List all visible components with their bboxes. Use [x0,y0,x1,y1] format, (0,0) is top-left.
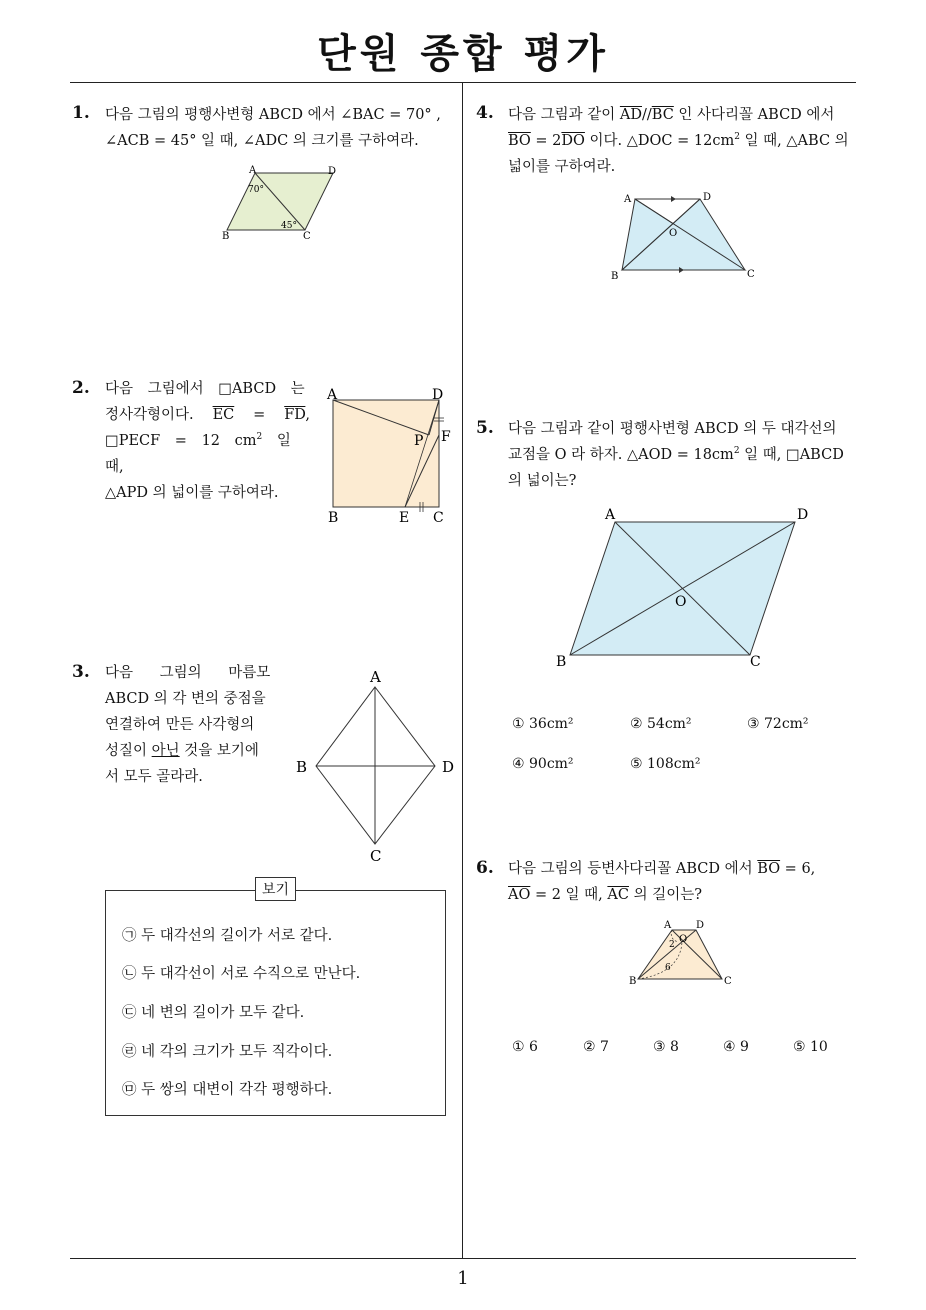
q4-label-b: B [611,271,619,282]
q2-line3-tail: 일 때, [105,433,291,475]
q2-label-e: E [399,510,410,526]
q1-angle-45: 45° [281,221,297,231]
q6-l2a: = 2 일 때, [530,887,608,903]
q3-line4 [105,738,273,764]
q2-line2-text: 정사각형이다. [105,407,194,423]
q5-choice-1[interactable]: ① 36cm² [512,716,574,732]
q6-l1b: = 6, [780,861,816,877]
page-number: 1 [457,1268,469,1289]
q6-label-o: O [679,934,688,945]
q4-label-o: O [669,228,678,239]
q6-choice-4[interactable]: ④ 9 [723,1039,749,1055]
q4-label-a: A [624,194,632,205]
q2-line3 [105,428,310,480]
q1-label-b: B [222,231,230,242]
q3-figure [292,665,462,870]
q5-sup: 2 [733,446,740,457]
q5-label-d: D [797,507,809,523]
q2-label-a: A [327,387,338,403]
q5-number: 5. [476,418,494,438]
q2-comma: , [305,407,310,423]
q6-label-2: 2 [669,940,675,950]
q4-seg-ad: $\overline{AD}$ [619,107,642,123]
q4-text [508,102,858,180]
q1-number: 1. [72,103,90,123]
q6-line1 [508,856,858,882]
q3-line2: ABCD 의 각 변의 중점을 [105,691,266,707]
q2-line1: 다음 그림에서 □ABCD 는 [105,381,305,397]
q2-label-p: P [414,433,424,449]
q6-label-6: 6 [665,963,671,973]
q1-label-c: C [303,231,311,242]
q5-l2a: 교점을 O 라 하자. △AOD = 18cm [508,447,734,463]
bogi-item-1: ㉠ 두 대각선의 길이가 서로 같다. [122,928,333,944]
q6-text [508,856,858,908]
q6-choice-3[interactable]: ③ 8 [653,1039,679,1055]
q4-label-c: C [747,269,755,280]
q2-label-b: B [328,510,339,526]
q1-line2: ∠ACB = 45° 일 때, ∠ADC 의 크기를 구하여라. [105,133,419,149]
q3-line4b: 것을 보기에 [179,743,259,759]
q5-line2 [508,442,858,468]
q6-choice-5[interactable]: ⑤ 10 [793,1039,828,1055]
q2-line4: △APD 의 넓이를 구하여라. [105,485,279,501]
q2-text [105,376,310,506]
top-rule [70,82,856,83]
q4-line1 [508,102,858,128]
q3-text [105,660,273,790]
q1-text [105,102,455,154]
q2-label-d: D [432,387,444,403]
q2-label-c: C [433,510,444,526]
q5-choice-4[interactable]: ④ 90cm² [512,756,574,772]
bogi-item-2: ㉡ 두 대각선이 서로 수직으로 만난다. [122,966,361,982]
q2-sup: 2 [256,432,263,443]
q2-seg-fd-group [284,402,310,428]
q5-line3: 의 넓이는? [508,473,577,489]
q6-l2b: 의 길이는? [628,887,703,903]
q6-label-b: B [629,976,637,987]
q1-angle-70: 70° [248,185,264,195]
q1-label-d: D [328,166,337,177]
q3-label-a: A [370,668,381,686]
q3-line3: 연결하여 만든 사각형의 [105,717,255,733]
q4-label-d: D [703,192,712,203]
q6-seg-ac: $\overline{AC}$ [607,887,629,903]
q6-figure [625,915,745,995]
q2-seg-ec: $\overline{EC}$ [212,407,235,423]
q2-square [333,400,439,507]
q4-figure [605,185,775,285]
q3-not: 아닌 [151,743,180,759]
q2-line3-text: □PECF = 12 cm [105,433,257,449]
q3-label-c: C [370,847,382,865]
q4-arrow-top [671,196,676,202]
q4-parallel: // [642,107,652,123]
q5-choice-2[interactable]: ② 54cm² [630,716,692,732]
q6-seg-bo: $\overline{BO}$ [757,861,781,877]
q2-equals: = [253,407,266,423]
q6-l1a: 다음 그림의 등변사다리꼴 ABCD 에서 [508,861,758,877]
q3-line4a: 성질이 [105,743,152,759]
bogi-item-3: ㉢ 네 변의 길이가 모두 같다. [122,1005,305,1021]
q4-number: 4. [476,103,494,123]
q4-seg-bo: $\overline{BO}$ [508,133,531,149]
q4-l2b: 이다. △DOC = 12cm [584,133,735,149]
q2-label-f: F [441,429,451,445]
q6-choice-1[interactable]: ① 6 [512,1039,538,1055]
q3-line5: 서 모두 골라라. [105,769,203,785]
q4-l2a: = 2 [530,133,562,149]
q4-seg-do: $\overline{DO}$ [561,133,585,149]
q6-label-c: C [724,976,732,987]
q1-figure [215,160,355,245]
q6-number: 6. [476,858,494,878]
q6-line2 [508,882,858,908]
bottom-rule [70,1258,856,1259]
q5-choice-3[interactable]: ③ 72cm² [747,716,809,732]
q2-line2 [105,402,310,428]
q4-seg-bc: $\overline{BC}$ [651,107,674,123]
q3-line1: 다음 그림의 마름모 [105,665,271,681]
q1-label-a: A [249,165,257,176]
q6-label-d: D [696,920,705,931]
q3-number: 3. [72,662,90,682]
bogi-item-5: ㉤ 두 쌍의 대변이 각각 평행하다. [122,1082,333,1098]
q5-label-b: B [556,654,567,670]
q5-figure [550,500,830,675]
q3-label-d: D [442,758,455,776]
q6-seg-ao: $\overline{AO}$ [508,887,531,903]
q1-line1: 다음 그림의 평행사변형 ABCD 에서 ∠BAC = 70° , [105,107,441,123]
q2-figure [320,383,460,528]
q5-l2b: 일 때, □ABCD [739,447,844,463]
q2-seg-fd: $\overline{FD}$ [284,407,306,423]
q5-text [508,416,858,494]
q5-line1: 다음 그림과 같이 평행사변형 ABCD 의 두 대각선의 [508,421,837,437]
q4-l1b: 인 사다리꼴 ABCD 에서 [673,107,835,123]
q4-l2c: 일 때, △ABC 의 [739,133,849,149]
q4-sup: 2 [734,132,740,143]
q3-label-b: B [296,758,308,776]
bogi-item-4: ㉣ 네 각의 크기가 모두 직각이다. [122,1044,333,1060]
q6-choice-2[interactable]: ② 7 [583,1039,609,1055]
q4-line2 [508,128,858,154]
q6-label-a: A [664,920,672,931]
q5-label-c: C [750,654,761,670]
q5-label-a: A [605,507,616,523]
q4-l1a: 다음 그림과 같이 [508,107,620,123]
bogi-title: 보기 [255,877,296,901]
column-divider [462,83,463,1258]
q5-choice-5[interactable]: ⑤ 108cm² [630,756,701,772]
q2-number: 2. [72,378,90,398]
page-title: 단원 종합 평가 [317,31,609,77]
q4-line3: 넓이를 구하여라. [508,159,616,175]
q5-label-o: O [675,594,687,610]
